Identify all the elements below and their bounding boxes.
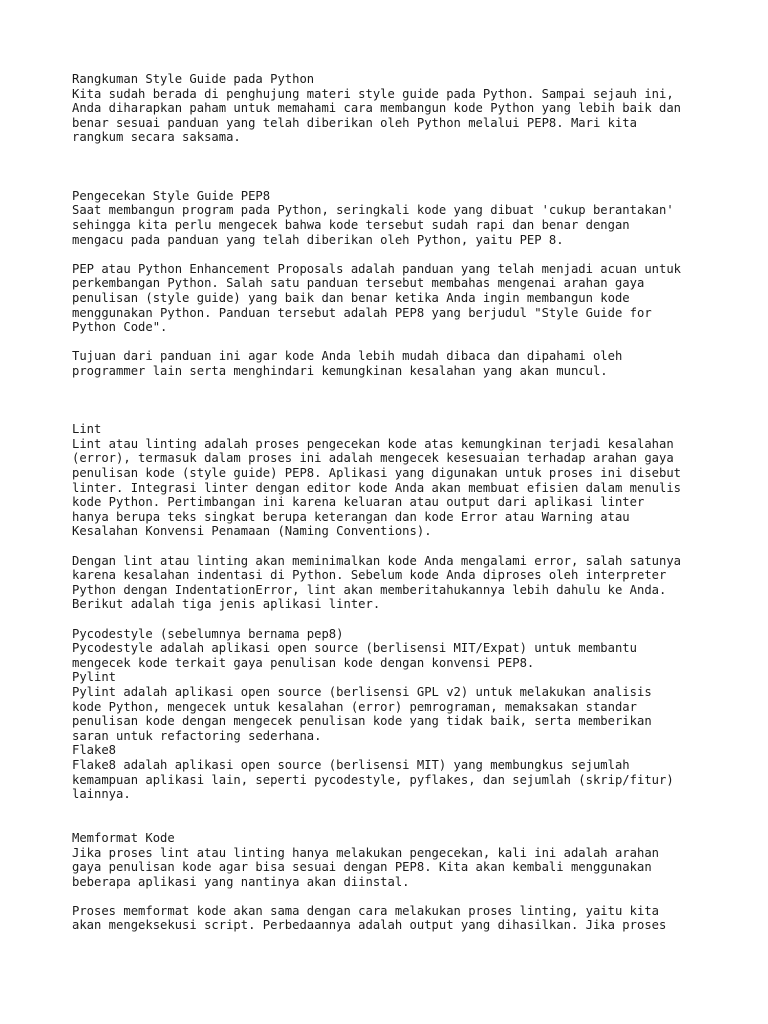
section-lint [72,422,712,801]
text-line: programmer lain serta menghindari kemungkinan kesalahan yang akan muncul. [72,363,608,378]
text-line: Kita sudah berada di penghujung materi style guide pada Python. Sampai sejauh ini, [72,86,674,101]
text-line: Berikut adalah tiga jenis aplikasi linter. [72,597,381,612]
text-line: kode Python, mengecek untuk kesalahan (error) pemrograman, memaksakan standar [72,699,637,714]
paragraph-spacer [72,247,712,262]
section-memformat [72,831,712,933]
text-line: Jika proses lint atau linting hanya melakukan pengecekan, kali ini adalah arahan [72,845,659,860]
paragraph [72,904,712,933]
text-line: penulisan kode (style guide) PEP8. Aplikasi yang digunakan untuk proses ini disebut [72,466,682,481]
text-line: linter. Integrasi linter dengan editor kode Anda akan membuat efisien dalam menulis [72,480,682,495]
text-line: (error), termasuk dalam proses ini adalah mengecek kesesuaian terhadap arahan gaya [72,451,674,466]
section-pengecekan [72,189,712,379]
section-spacer [72,378,712,422]
paragraph [72,87,712,145]
text-line: PEP atau Python Enhancement Proposals adalah panduan yang telah menjadi acuan untuk [72,261,682,276]
text-line: hanya berupa teks singkat berupa keterangan dan kode Error atau Warning atau [72,509,630,524]
paragraph [72,554,712,612]
section-spacer [72,145,712,189]
text-line: mengacu pada panduan yang telah diberikan oleh Python, yaitu PEP 8. [72,232,564,247]
text-line: saran untuk refactoring sederhana. [72,728,322,743]
paragraph-spacer [72,889,712,904]
text-line: benar sesuai panduan yang telah diberikan oleh Python melalui PEP8. Mari kita [72,115,637,130]
paragraph [72,349,712,378]
document-page [72,72,712,933]
text-line: Flake8 adalah aplikasi open source (berlisensi MIT) yang membungkus sejumlah [72,757,630,772]
paragraph [72,627,712,802]
section-rangkuman [72,72,712,145]
paragraph [72,846,712,890]
text-line: sehingga kita perlu mengecek bahwa kode tersebut sudah rapi dan benar dengan [72,217,630,232]
text-line: beberapa aplikasi yang nantinya akan diinstal. [72,874,410,889]
paragraph [72,203,712,247]
text-line: kemampuan aplikasi lain, seperti pycodestyle, pyflakes, dan sejumlah (skrip/fitur) [72,772,674,787]
paragraph-spacer [72,335,712,350]
text-line: Dengan lint atau linting akan meminimalkan kode Anda mengalami error, salah satunya [72,553,682,568]
text-line: Kesalahan Konvensi Penamaan (Naming Conventions). [72,524,432,539]
text-line: gaya penulisan kode agar bisa sesuai dengan PEP8. Kita akan kembali menggunakan [72,860,652,875]
paragraph [72,437,712,539]
section-title: Rangkuman Style Guide pada Python [72,72,315,86]
text-line: Pycodestyle (sebelumnya bernama pep8) [72,626,344,641]
text-line: kode Python. Pertimbangan ini karena keluaran atau output dari aplikasi linter [72,495,645,510]
text-line: Pylint adalah aplikasi open source (berlisensi GPL v2) untuk melakukan analisis [72,684,652,699]
text-line: karena kesalahan indentasi di Python. Sebelum kode Anda diproses oleh interpreter [72,568,667,583]
text-line: menggunakan Python. Panduan tersebut adalah PEP8 yang berjudul "Style Guide for [72,305,652,320]
text-line: lainnya. [72,787,131,802]
section-title: Lint [72,422,102,437]
text-line: Pycodestyle adalah aplikasi open source (berlisensi MIT/Expat) untuk membantu [72,641,637,656]
section-spacer [72,802,712,831]
text-line: Python Code". [72,320,168,335]
section-title: Pengecekan Style Guide PEP8 [72,188,271,203]
text-line: Lint atau linting adalah proses pengecekan kode atas kemungkinan terjadi kesalahan [72,436,674,451]
text-line: Flake8 [72,743,117,758]
text-line: Tujuan dari panduan ini agar kode Anda lebih mudah dibaca dan dipahami oleh [72,349,623,364]
text-line: Proses memformat kode akan sama dengan cara melakukan proses linting, yaitu kita [72,903,659,918]
text-line: Saat membangun program pada Python, seringkali kode yang dibuat 'cukup berantakan' [72,203,674,218]
paragraph-spacer [72,612,712,627]
text-line: penulisan (style guide) yang baik dan benar ketika Anda ingin membangun kode [72,290,630,305]
text-line: perkembangan Python. Salah satu panduan tersebut membahas mengenai arahan gaya [72,276,645,291]
text-line: Anda diharapkan paham untuk memahami cara membangun kode Python yang lebih baik dan [72,101,682,116]
text-line: Python dengan IndentationError, lint akan memberitahukannya lebih dahulu ke Anda. [72,582,667,597]
text-line: Pylint [72,670,117,685]
text-line: akan mengeksekusi script. Perbedaannya adalah output yang dihasilkan. Jika proses [72,918,667,933]
paragraph [72,262,712,335]
section-title: Memformat Kode [72,830,175,845]
text-line: penulisan kode dengan mengecek penulisan kode yang tidak baik, serta memberikan [72,714,652,729]
text-line: mengecek kode terkait gaya penulisan kode dengan konvensi PEP8. [72,655,535,670]
text-line: rangkum secara saksama. [72,130,241,145]
paragraph-spacer [72,539,712,554]
